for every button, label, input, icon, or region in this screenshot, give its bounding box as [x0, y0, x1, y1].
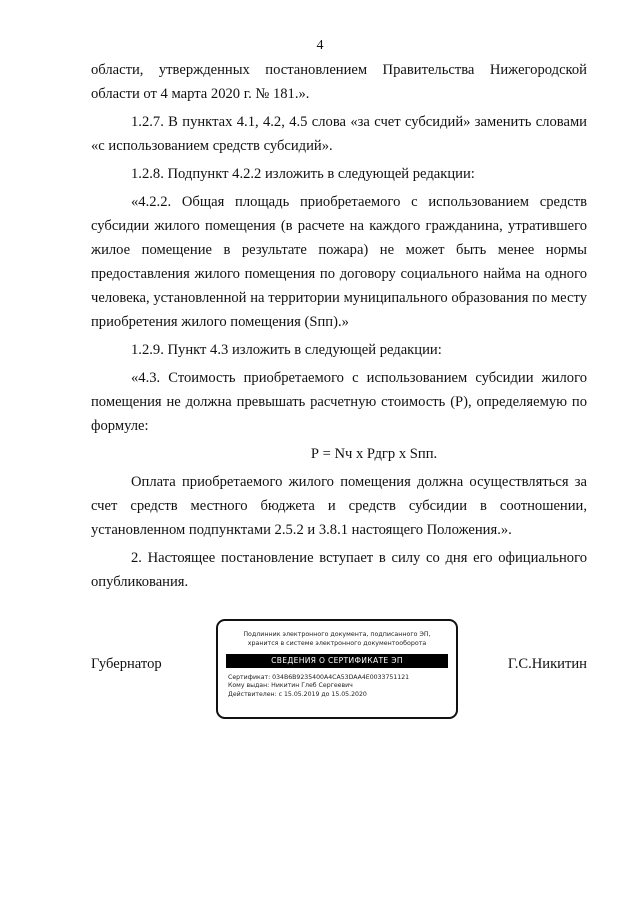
paragraph-continuation: области, утвержденных постановлением Правительства Нижегородской области от 4 марта 2020 г. № 181.».: [91, 62, 587, 102]
stamp-issued-to: Кому выдан: Никитин Глеб Сергеевич: [228, 682, 353, 690]
paragraph-payment: Оплата приобретаемого жилого помещения должна осуществляться за счет средств местного бюджета и средств субсидии в соотношении, установленном подпунктами 2.5.2 и 3.8.1 настоящего Положения.».: [91, 474, 587, 538]
stamp-note-line-1: Подлинник электронного документа, подписанного ЭП,: [243, 631, 431, 638]
paragraph-effective-date: 2. Настоящее постановление вступает в силу со дня его официального опубликования.: [91, 550, 587, 590]
formula: Р = Nч х Рдгр х Sпп.: [310, 446, 438, 462]
paragraph-1-2-7: 1.2.7. В пунктах 4.1, 4.2, 4.5 слова «за счет субсидий» заменить словами «с использованием средств субсидий».: [91, 114, 587, 154]
electronic-signature-stamp: [216, 619, 458, 719]
paragraph-4-3: «4.3. Стоимость приобретаемого с использованием субсидии жилого помещения не должна превышать расчетную стоимость (Р), определяемую по формуле:: [91, 370, 587, 434]
signatory-name: Г.С.Никитин: [507, 656, 587, 672]
stamp-valid: Действителен: с 15.05.2019 до 15.05.2020: [228, 690, 367, 698]
page-number: 4: [316, 38, 324, 53]
stamp-note: [218, 630, 456, 648]
stamp-note-line-2: хранится в системе электронного документооборота: [247, 640, 427, 647]
paragraph-4-2-2: «4.2.2. Общая площадь приобретаемого с использованием средств субсидии жилого помещения (в расчете на каждого гражданина, утратившего жилое помещение в результате пожара) не может быть менее нормы предоставления жилого помещения по договору социального найма на одного человека, установленной на территории муниципального образования по месту приобретения жилого помещения (Sпп).»: [91, 194, 587, 330]
paragraph-1-2-9: 1.2.9. Пункт 4.3 изложить в следующей редакции:: [131, 342, 442, 358]
signatory-position: Губернатор: [91, 656, 162, 672]
stamp-certificate: Сертификат: 034B6B9235400A4CA53DAA4E0033751121: [228, 674, 410, 681]
stamp-details: [228, 674, 456, 699]
document-body: [91, 58, 587, 598]
stamp-title: СВЕДЕНИЯ О СЕРТИФИКАТЕ ЭП: [226, 654, 448, 668]
paragraph-1-2-8: 1.2.8. Подпункт 4.2.2 изложить в следующей редакции:: [131, 166, 475, 182]
